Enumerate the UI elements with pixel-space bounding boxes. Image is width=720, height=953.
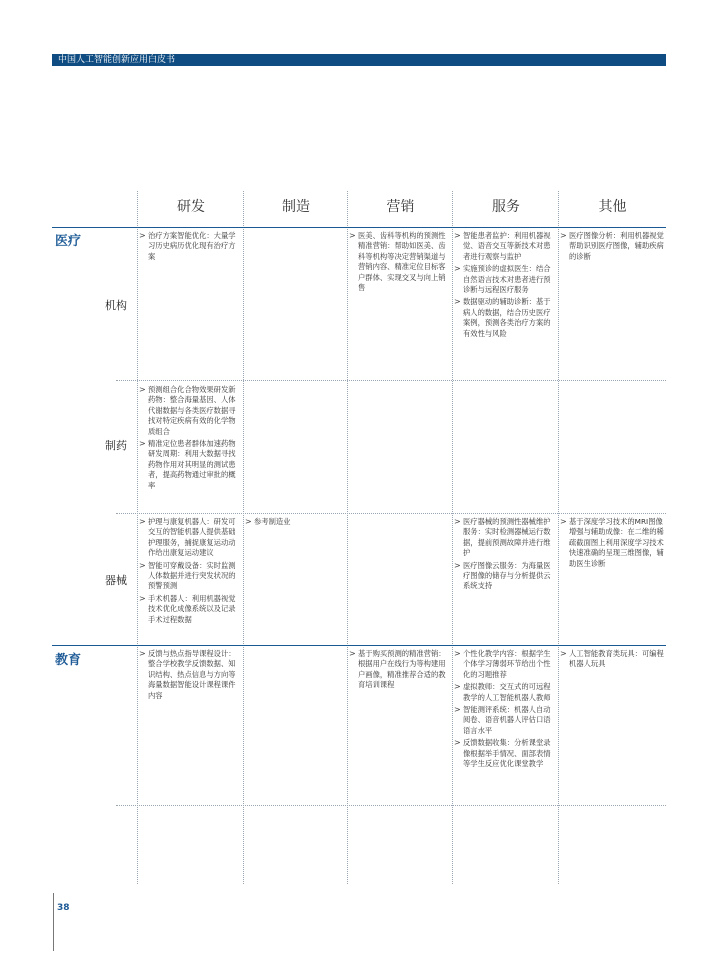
cell-pharma-rd — [139, 385, 239, 493]
sector-label-medical: 医疗 — [55, 234, 82, 249]
row-divider — [116, 513, 666, 514]
sector-label-education: 教育 — [55, 653, 82, 668]
bullet-arrow-icon: > — [245, 517, 252, 526]
list-item: > 反馈数据收集：分析课堂录像根据举手情况、面部表情等学生反应优化课堂教学 — [454, 738, 551, 769]
bullet-arrow-icon: > — [139, 649, 146, 658]
bullet-arrow-icon: > — [454, 231, 461, 240]
bullet-arrow-icon: > — [454, 297, 461, 307]
bullet-arrow-icon: > — [139, 560, 146, 570]
list-item: > 医疗器械的预测性器械维护服务：实时检测器械运行数据，提前预测故障并进行维护 — [454, 517, 551, 558]
column-header-other: 其他 — [598, 199, 627, 215]
cell-education-other — [560, 649, 664, 672]
list-item: > 护理与康复机器人：研发可交互的智能机器人提供基础护理服务，捕捉康复运动动作给出康复运动建议 — [139, 517, 236, 558]
list-item: > 人工智能教育类玩具：可编程机器人玩具 — [560, 649, 664, 669]
page-number: 38 — [57, 903, 70, 913]
sector-rule-education — [52, 645, 666, 646]
bullet-arrow-icon: > — [454, 705, 461, 715]
list-item: > 治疗方案智能优化：大量学习历史病历优化现有治疗方案 — [139, 231, 236, 261]
bullet-arrow-icon: > — [560, 231, 567, 240]
column-divider — [558, 191, 559, 884]
cell-device-other — [560, 517, 664, 571]
row-divider — [116, 380, 666, 381]
cell-institution-rd — [139, 231, 239, 264]
row-label-device: 器械 — [105, 574, 127, 587]
list-item: > 虚拟教师：交互式的可远程教学的人工智能机器人教师 — [454, 682, 551, 702]
cell-education-service — [454, 649, 556, 771]
list-item: > 基于深度学习技术的MRI图像增强与辅助成像：在二维的稀疏截面图上利用深度学习技术快速准确的呈现三维图像，辅助医生诊断 — [560, 517, 664, 568]
list-item: > 预测组合化合物效果研发新药物：整合海量基因、人体代谢数据与各类医疗数据寻找对特定疾病有效的化学物质组合 — [139, 385, 236, 436]
column-divider — [243, 191, 244, 884]
list-item: > 医疗图像云服务：为海量医疗图像的储存与分析提供云系统支持 — [454, 560, 551, 591]
list-item: > 数据驱动的辅助诊断：基于病人的数据，结合历史医疗案例，预测各类治疗方案的有效性与风险 — [454, 297, 551, 338]
cell-institution-service — [454, 231, 556, 341]
list-item: > 智能可穿戴设备：实时监测人体数据并进行突发状况的预警预测 — [139, 560, 236, 591]
bullet-arrow-icon: > — [454, 560, 461, 570]
bullet-arrow-icon: > — [454, 738, 461, 748]
bullet-arrow-icon: > — [139, 231, 146, 240]
cell-institution-other — [560, 231, 664, 264]
list-item: > 个性化教学内容：根据学生个体学习薄弱环节给出个性化的习题推荐 — [454, 649, 551, 679]
row-divider — [116, 805, 666, 806]
bullet-arrow-icon: > — [139, 593, 146, 603]
column-header-service: 服务 — [492, 199, 520, 215]
bullet-arrow-icon: > — [560, 649, 567, 658]
column-header-manufacturing: 制造 — [282, 199, 310, 215]
sector-rule-medical — [52, 227, 666, 228]
column-header-marketing: 营销 — [386, 199, 415, 215]
cell-education-rd — [139, 649, 239, 703]
bullet-arrow-icon: > — [139, 385, 146, 394]
list-item: > 实施预诊的虚拟医生：结合自然语言技术对患者进行预诊断与远程医疗服务 — [454, 264, 551, 295]
list-item: > 手术机器人：利用机器视觉技术优化成像系统以及记录手术过程数据 — [139, 593, 236, 624]
list-item: > 精准定位患者群体加速药物研发周期：利用大数据寻找药物作用对其明显的测试患者，提高药物通过审批的概率 — [139, 439, 236, 490]
document-title: 中国人工智能创新应用白皮书 — [58, 55, 176, 65]
bullet-arrow-icon: > — [349, 649, 356, 658]
cell-institution-marketing — [349, 231, 449, 295]
bullet-arrow-icon: > — [560, 517, 567, 526]
cell-education-marketing — [349, 649, 449, 693]
header-bar — [52, 54, 666, 66]
bullet-arrow-icon: > — [454, 264, 461, 274]
bullet-arrow-icon: > — [454, 517, 461, 526]
column-header-rd: 研发 — [177, 199, 205, 215]
bullet-arrow-icon: > — [139, 517, 146, 526]
list-item: > 医疗图像分析：利用机器视觉帮助识别医疗图像，辅助疾病的诊断 — [560, 231, 664, 261]
list-item: > 参考制造业 — [245, 517, 291, 526]
bullet-arrow-icon: > — [454, 682, 461, 692]
list-item: > 反馈与热点指导课程设计：整合学校教学反馈数据、知识结构、热点信息与方向等海量数据智能设计课程课件内容 — [139, 649, 236, 700]
column-divider — [347, 191, 348, 884]
bullet-arrow-icon: > — [139, 439, 146, 449]
cell-device-manufacturing — [245, 517, 343, 529]
row-label-institution: 机构 — [105, 299, 127, 312]
list-item: > 智能测评系统：机器人自动阅卷、语音机器人评估口语语言水平 — [454, 705, 551, 735]
list-item: > 基于购买预测的精准营销：根据用户在线行为等构建用户画像，精准推荐合适的教育培训课程 — [349, 649, 446, 690]
page-margin-rule — [53, 893, 54, 951]
list-item: > 医美、齿科等机构的预测性精准营销：帮助如医美、齿科等机构等决定营销渠道与营销内容、精准定位目标客户群体、实现交叉与向上销售 — [349, 231, 446, 293]
row-label-pharma: 制药 — [105, 439, 127, 452]
bullet-arrow-icon: > — [454, 649, 461, 658]
list-item: > 智能患者监护：利用机器视觉、语音交互等新技术对患者进行观察与监护 — [454, 231, 551, 261]
cell-device-service — [454, 517, 556, 594]
column-divider — [137, 191, 138, 884]
bullet-arrow-icon: > — [349, 231, 356, 240]
cell-device-rd — [139, 517, 239, 627]
column-divider — [452, 191, 453, 884]
